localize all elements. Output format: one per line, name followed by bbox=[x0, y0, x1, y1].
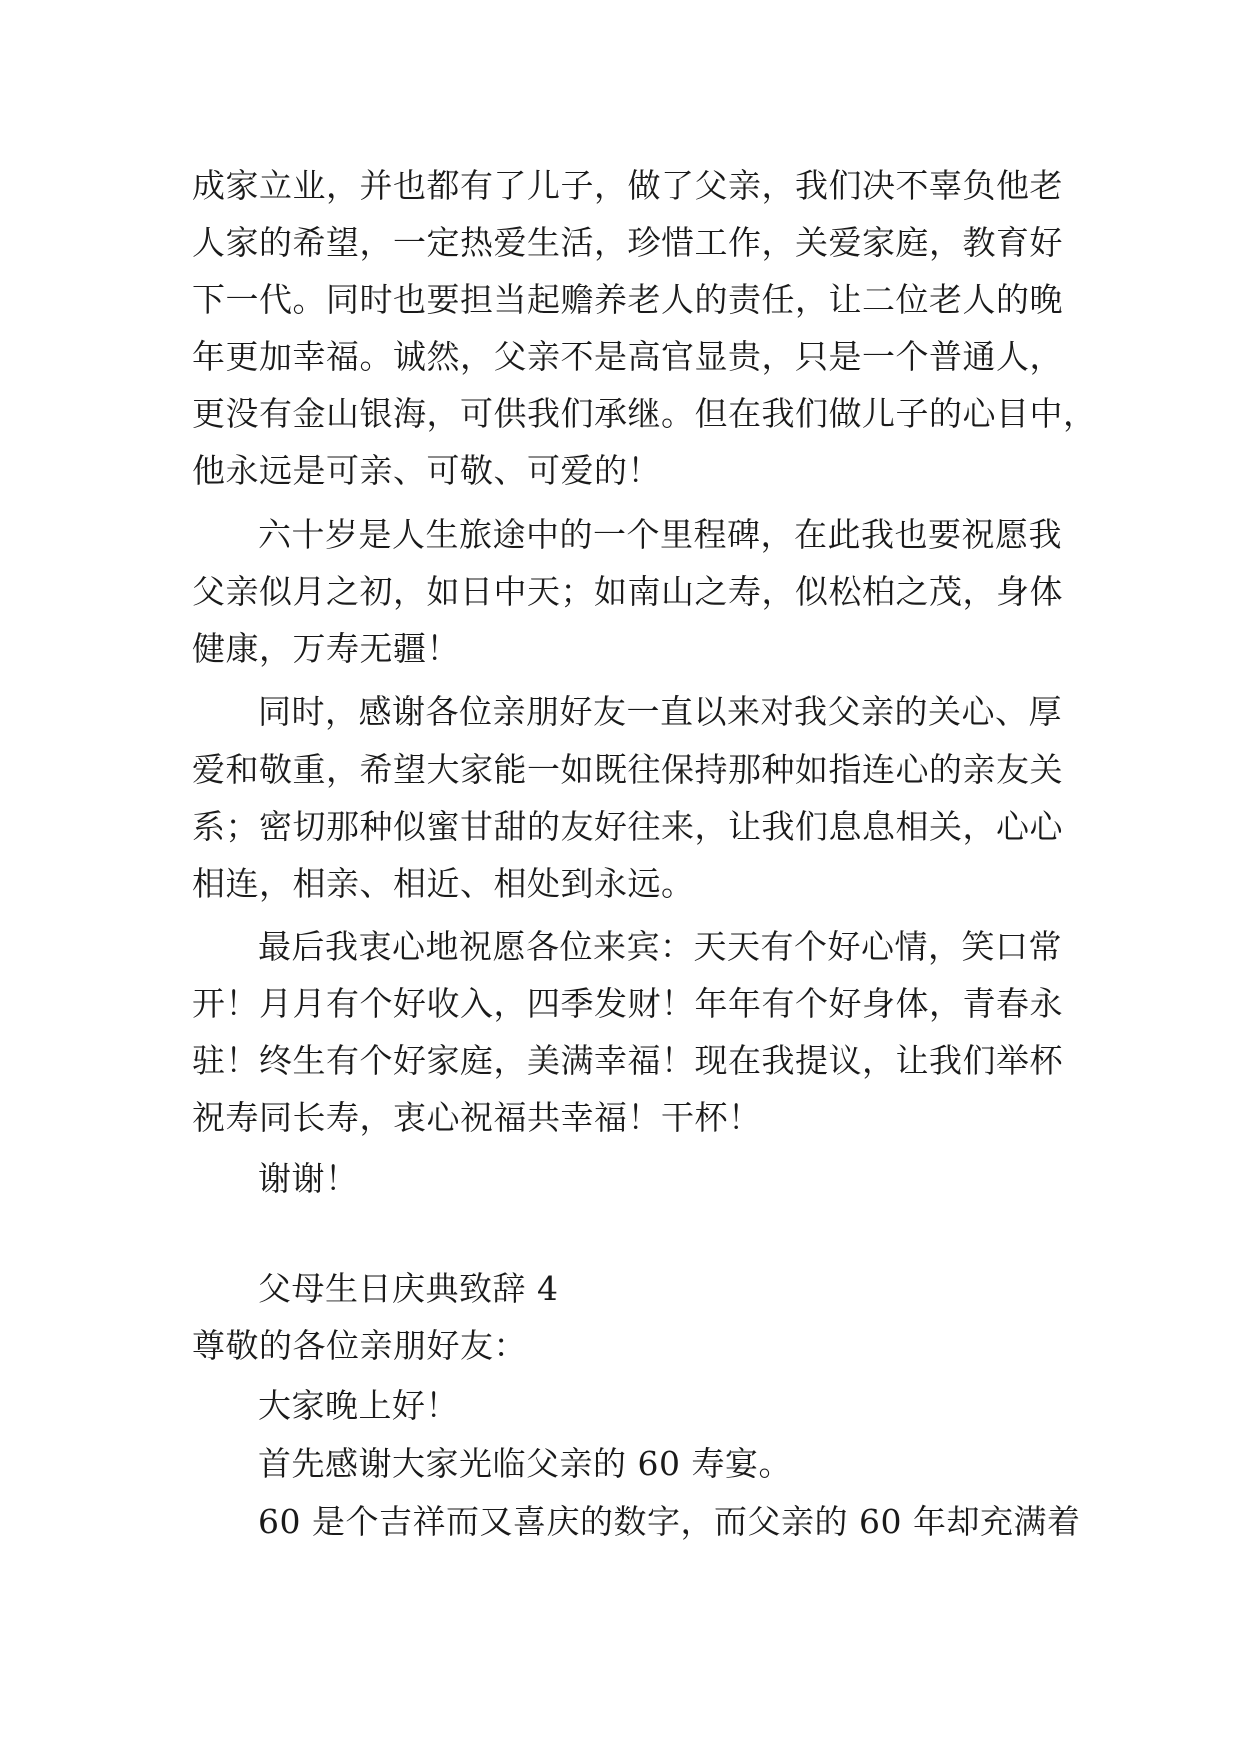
paragraph-line: 大家晚上好！ bbox=[258, 1386, 459, 1425]
paragraph-line: 相连，相亲、相近、相处到永远。 bbox=[192, 864, 695, 903]
paragraph-line: 首先感谢大家光临父亲的 60 寿宴。 bbox=[258, 1444, 792, 1483]
paragraph-line: 驻！终生有个好家庭，美满幸福！现在我提议，让我们举杯 bbox=[192, 1041, 1063, 1080]
paragraph-line: 60 是个吉祥而又喜庆的数字，而父亲的 60 年却充满着 bbox=[258, 1502, 1081, 1541]
section-heading: 父母生日庆典致辞 4 bbox=[258, 1269, 559, 1308]
paragraph-line: 祝寿同长寿，衷心祝福共幸福！干杯！ bbox=[192, 1098, 762, 1137]
paragraph-line: 最后我衷心地祝愿各位来宾：天天有个好心情，笑口常 bbox=[258, 927, 1062, 966]
paragraph-line: 年更加幸福。诚然，父亲不是高官显贵，只是一个普通人， bbox=[192, 337, 1063, 376]
paragraph-line: 爱和敬重，希望大家能一如既往保持那种如指连心的亲友关 bbox=[192, 750, 1063, 789]
paragraph-line: 开！月月有个好收入，四季发财！年年有个好身体，青春永 bbox=[192, 984, 1063, 1023]
paragraph-line: 六十岁是人生旅途中的一个里程碑，在此我也要祝愿我 bbox=[258, 515, 1062, 554]
paragraph-line: 更没有金山银海，可供我们承继。但在我们做儿子的心目中， bbox=[192, 394, 1097, 433]
paragraph-line: 他永远是可亲、可敬、可爱的！ bbox=[192, 451, 661, 490]
paragraph-line: 父亲似月之初，如日中天；如南山之寿，似松柏之茂，身体 bbox=[192, 572, 1063, 611]
paragraph-line: 系；密切那种似蜜甘甜的友好往来，让我们息息相关，心心 bbox=[192, 807, 1063, 846]
paragraph-line: 人家的希望，一定热爱生活，珍惜工作，关爱家庭，教育好 bbox=[192, 223, 1063, 262]
paragraph-line: 谢谢！ bbox=[258, 1159, 359, 1198]
paragraph-line: 同时，感谢各位亲朋好友一直以来对我父亲的关心、厚 bbox=[258, 692, 1062, 731]
paragraph-line: 健康，万寿无疆！ bbox=[192, 629, 460, 668]
paragraph-line: 成家立业，并也都有了儿子，做了父亲，我们决不辜负他老 bbox=[192, 166, 1063, 205]
salutation-line: 尊敬的各位亲朋好友： bbox=[192, 1326, 527, 1365]
paragraph-line: 下一代。同时也要担当起赡养老人的责任，让二位老人的晚 bbox=[192, 280, 1063, 319]
